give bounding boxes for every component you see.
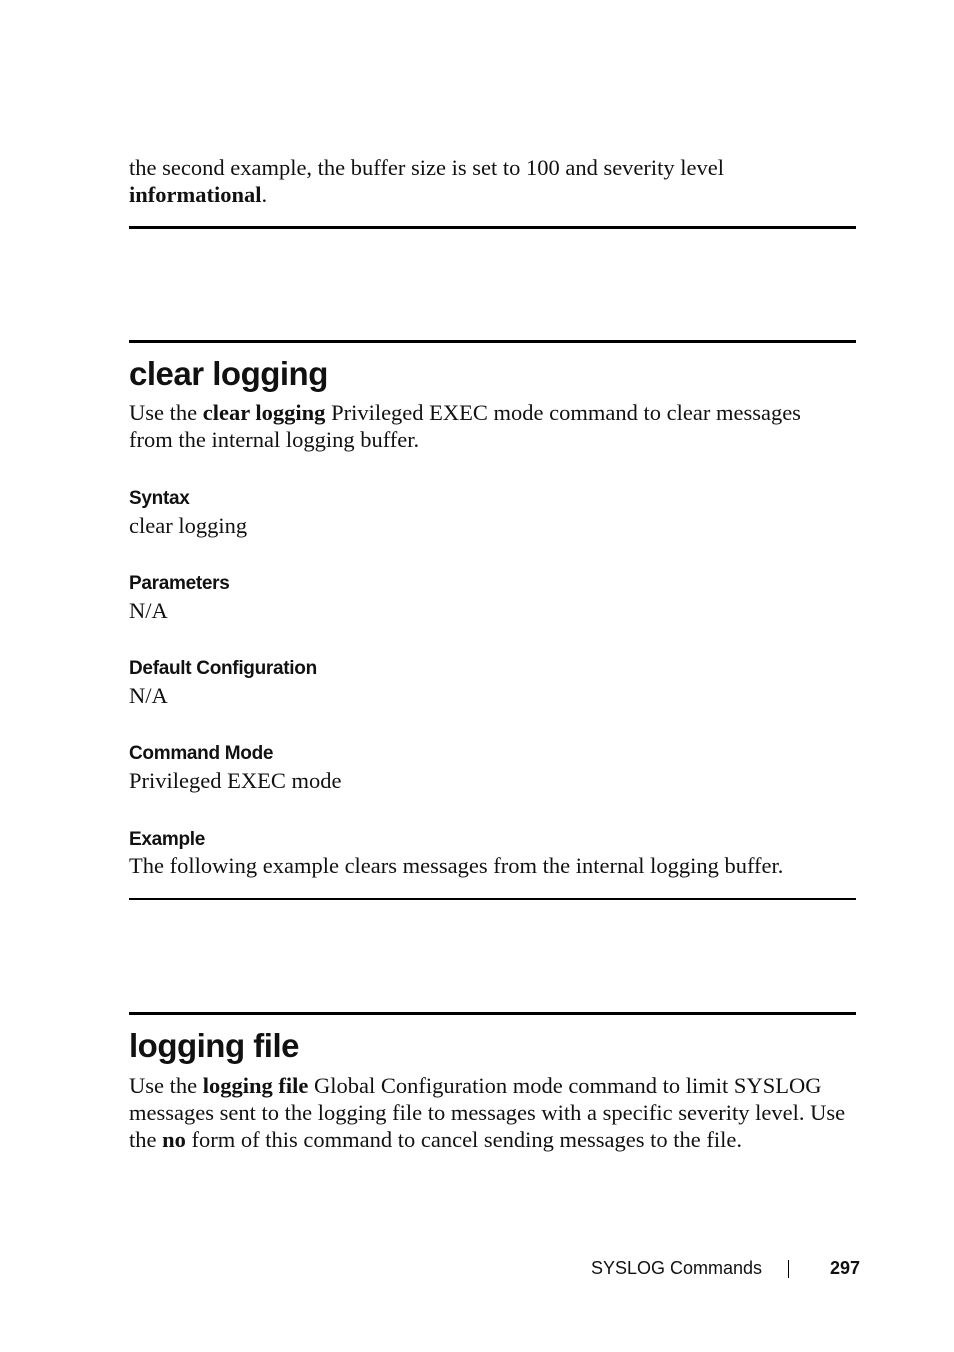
example-value: The following example clears messages from the internal logging buffer.: [129, 853, 784, 878]
example-heading: Example: [129, 829, 206, 850]
top-paragraph-line1: the second example, the buffer size is set to 100 and severity level: [129, 155, 725, 180]
top-paragraph-end: .: [261, 182, 268, 207]
page-footer: [560, 1256, 860, 1280]
section2-intro-line3-rest: form of this command to cancel sending messages to the file.: [185, 1127, 742, 1152]
footer-section-name: SYSLOG Commands: [591, 1258, 763, 1278]
default-config-value: N/A: [129, 683, 168, 708]
section1-divider-bottom: [129, 898, 856, 900]
command-mode-value: Privileged EXEC mode: [129, 768, 342, 793]
top-paragraph-bold: informational: [129, 182, 262, 207]
parameters-value: N/A: [129, 598, 168, 623]
section-divider-bottom: [129, 226, 856, 229]
section1-intro-prefix: Use the: [129, 400, 203, 425]
section2-intro: [129, 1072, 856, 1153]
section1-intro-command: clear logging: [202, 400, 326, 425]
parameters-heading: Parameters: [129, 573, 230, 594]
section1-divider-top: [129, 340, 856, 343]
section2-divider-top: [129, 1012, 856, 1015]
section2-intro-rest: Global Configuration mode command to limit SYSLOG: [308, 1073, 822, 1098]
command-mode-heading: Command Mode: [129, 743, 274, 764]
section1-intro-line1: [129, 399, 856, 426]
section2-intro-line1: [129, 1072, 856, 1099]
section1-intro-line2: from the internal logging buffer.: [129, 427, 420, 452]
section2-intro-line3-prefix: the: [129, 1127, 163, 1152]
syntax-value: clear logging: [129, 513, 248, 538]
section1-intro-rest: Privileged EXEC mode command to clear messages: [325, 400, 801, 425]
section2-intro-line3: [129, 1126, 856, 1153]
section2-intro-command: logging file: [202, 1073, 309, 1098]
default-config-heading: Default Configuration: [129, 658, 317, 679]
section2-intro-no-keyword: no: [162, 1127, 186, 1152]
footer-separator: [788, 1260, 789, 1278]
section2-intro-prefix: Use the: [129, 1073, 203, 1098]
section1-intro: [129, 399, 856, 453]
section2-intro-line2: messages sent to the logging file to messages with a specific severity level. Use: [129, 1100, 846, 1125]
top-paragraph-line2: [129, 181, 856, 208]
section2-title: logging file: [129, 1027, 299, 1064]
footer-page-number: 297: [829, 1258, 860, 1278]
top-paragraph: [129, 154, 856, 208]
section1-title: clear logging: [129, 355, 328, 392]
syntax-heading: Syntax: [129, 488, 190, 509]
